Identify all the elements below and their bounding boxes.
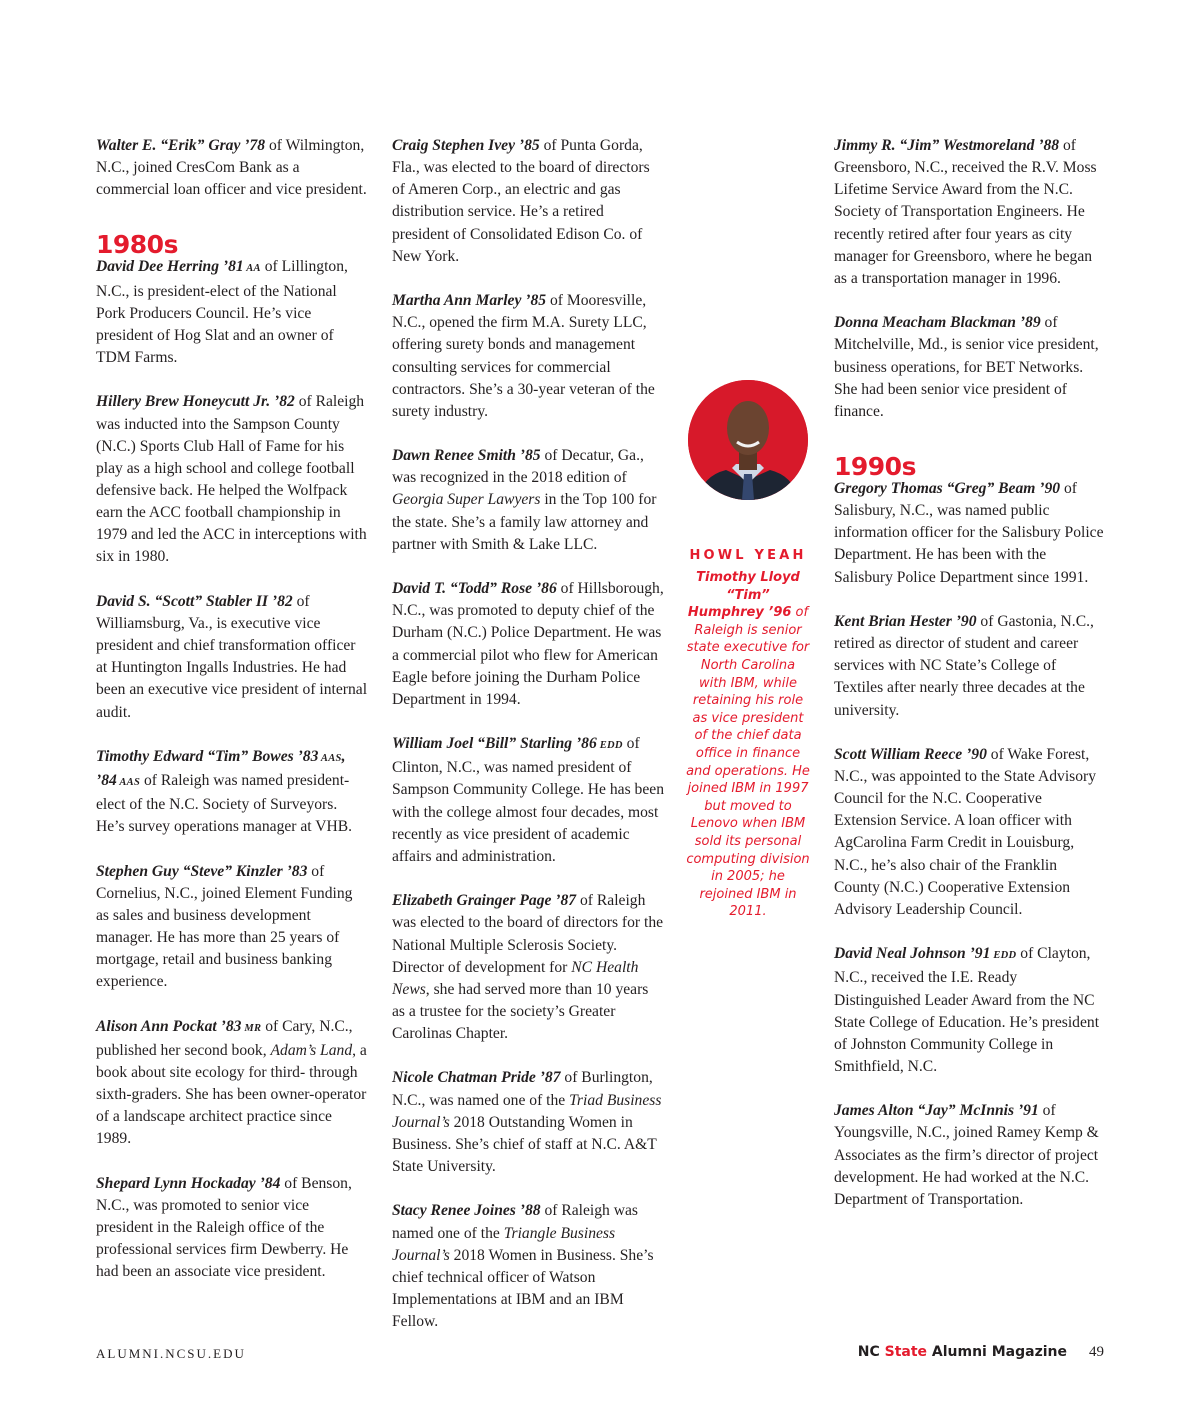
note-text: of Cary, N.C., published her second book, xyxy=(96,1017,353,1059)
note-text: of Clinton, N.C., was named president of Sampson Community College. He has been with the college almost four decades, most recently as vice president of academic affairs and administration. xyxy=(392,735,664,865)
footer-magazine-title xyxy=(858,1344,1104,1361)
note-text: in the Top 100 for the state. She’s a family law attorney and partner with Smith & Lake LLC. xyxy=(392,491,657,553)
alumni-name: Donna Meacham Blackman ’89 xyxy=(834,314,1041,332)
class-note xyxy=(834,1100,1106,1211)
note-text: of Hillsborough, N.C., was promoted to deputy chief of the Durham (N.C.) Police Department. He was a commercial pilot who flew for American Eagle before joining the Durham Police Department in 1994. xyxy=(392,580,664,708)
class-note xyxy=(96,1173,368,1284)
class-note xyxy=(834,478,1106,589)
note-text: 2018 Women in Business. She’s chief technical officer of Watson Implementations at IBM and an IBM Fellow. xyxy=(392,1246,654,1331)
portrait-photo xyxy=(688,380,808,500)
class-note xyxy=(96,1016,368,1151)
note-text: of Raleigh was inducted into the Sampson County (N.C.) Sports Club Hall of Fame for his play as a high school and college football defensive back. He helped the Wolfpack earn the ACC football championship in 1979 and led the ACC in interceptions with six in 1980. xyxy=(96,393,367,566)
note-text: , she had served more than 10 years as a trustee for the society’s Greater Carolinas Chapter. xyxy=(392,980,649,1043)
class-note xyxy=(392,135,664,268)
note-text: of Decatur, Ga., was recognized in the 2018 edition of xyxy=(392,447,644,487)
note-text: of Gastonia, N.C., retired as director of student and career services with NC State’s College of Textiles after nearly three decades at the university. xyxy=(834,612,1094,719)
note-text: of Lillington, N.C., is president-elect of the National Pork Producers Council. He’s vice president of Hog Slat and an owner of TDM Farms. xyxy=(96,258,348,367)
alumni-name: Timothy Lloyd “Tim” Humphrey ’96 xyxy=(687,570,800,621)
note-text: of Raleigh was named one of the xyxy=(392,1202,639,1242)
decade-heading-1980s: 1980s xyxy=(96,230,178,260)
alumni-name: David Neal Johnson ’91 xyxy=(834,945,991,963)
note-text: of Punta Gorda, Fla., was elected to the board of directors of Ameren Corp., an electric and gas distribution service. He’s a retired president of Consolidated Edison Co. of New York. xyxy=(392,137,650,265)
class-note xyxy=(392,890,664,1045)
class-note xyxy=(96,391,368,568)
alumni-name: Shepard Lynn Hockaday ’84 xyxy=(96,1174,281,1192)
sidebar-body: of Raleigh is senior state executive for North Carolina with IBM, while retaining his role as vice president of the chief data office in finance and operations. He joined IBM in 1997 but moved to Lenovo when IBM sold its personal computing division in 2005; he rejoined IBM in 2011. xyxy=(686,605,810,920)
alumni-name: Craig Stephen Ivey ’85 xyxy=(392,137,540,154)
alumni-name: James Alton “Jay” McInnis ’91 xyxy=(834,1102,1039,1120)
publication-title: NC Health News xyxy=(392,958,639,998)
portrait-illustration xyxy=(688,380,808,500)
note-text: of Mitchelville, Md., is senior vice president, business operations, for BET Networks. She had been senior vice president of finance. xyxy=(834,314,1099,420)
note-text: of Greensboro, N.C., received the R.V. Moss Lifetime Service Award from the N.C. Society of Transportation Engineers. He recently retired after four years as city manager for Greensboro, where he began as a transportation manager in 1996. xyxy=(834,137,1097,287)
alumni-name: Alison Ann Pockat ’83 xyxy=(96,1017,242,1035)
degree: AAS xyxy=(318,752,342,764)
note-text: of Salisbury, N.C., was named public information officer for the Salisbury Police Department. He has been with the Salisbury Police Department since 1991. xyxy=(834,480,1104,586)
alumni-name: Nicole Chatman Pride ’87 xyxy=(392,1069,561,1087)
note-text: , a book about site ecology for third- through sixth-graders. She has been owner-operator of a landscape architect practice since 1989. xyxy=(96,1041,367,1148)
class-note xyxy=(96,135,368,201)
book-title: Adam’s Land xyxy=(270,1041,353,1059)
note-text: of Cornelius, N.C., joined Element Funding as sales and business development manager. He has more than 25 years of mortgage, retail and business banking experience. xyxy=(96,862,353,991)
column-3 xyxy=(834,135,1106,1233)
class-note xyxy=(392,1067,664,1178)
alumni-name: David Dee Herring ’81 xyxy=(96,258,244,276)
alumni-name: Kent Brian Hester ’90 xyxy=(834,612,977,630)
class-note xyxy=(834,611,1106,722)
sidebar-label: HOWL YEAH xyxy=(689,548,807,563)
class-note xyxy=(834,135,1106,290)
alumni-name: Timothy Edward “Tim” Bowes ’83 xyxy=(96,747,319,765)
publication-title: Triangle Business Journal’s xyxy=(392,1224,616,1264)
alumni-name: Stephen Guy “Steve” Kinzler ’83 xyxy=(96,862,308,880)
class-note xyxy=(834,744,1106,921)
note-text: of Raleigh was elected to the board of directors for the National Multiple Sclerosis Society. Director of development for xyxy=(392,892,664,976)
class-note xyxy=(834,943,1106,1078)
alumni-name: Dawn Renee Smith ’85 xyxy=(392,447,541,465)
note-text: of Mooresville, N.C., opened the firm M.A. Surety LLC, offering surety bonds and management consulting services for commercial contractors. She’s a 30-year veteran of the surety industry. xyxy=(392,292,655,420)
note-text: of Burlington, N.C., was named one of the xyxy=(392,1069,653,1109)
brand-rest: Alumni Magazine xyxy=(927,1344,1067,1360)
note-text: of Youngsville, N.C., joined Ramey Kemp & Associates as the firm’s director of project development. He had worked at the N.C. Department of Transportation. xyxy=(834,1102,1099,1208)
column-2 xyxy=(392,135,664,1355)
alumni-name: Elizabeth Grainger Page ’87 xyxy=(392,892,577,910)
degree: EDD xyxy=(990,950,1017,962)
class-note xyxy=(392,290,664,423)
column-1 xyxy=(96,135,368,1306)
alumni-name: Scott William Reece ’90 xyxy=(834,745,987,763)
decade-heading-1990s: 1990s xyxy=(834,452,916,482)
alumni-name-year: , ’84 xyxy=(96,747,346,790)
alumni-name: Hillery Brew Honeycutt Jr. ’82 xyxy=(96,393,295,411)
note-text: of Wilmington, N.C., joined CresCom Bank as a commercial loan officer and vice president. xyxy=(96,137,367,199)
class-note xyxy=(834,312,1106,423)
alumni-name: Gregory Thomas “Greg” Beam ’90 xyxy=(834,480,1061,498)
brand-state: State xyxy=(884,1344,928,1360)
brand-nc: NC xyxy=(857,1344,885,1360)
howl-yeah-sidebar xyxy=(686,380,810,921)
alumni-name: David S. “Scott” Stabler II ’82 xyxy=(96,592,293,610)
alumni-name: William Joel “Bill” Starling ’86 xyxy=(392,735,597,753)
class-note xyxy=(96,861,368,994)
alumni-name: Jimmy R. “Jim” Westmoreland ’88 xyxy=(834,137,1060,154)
degree: AAS xyxy=(116,777,141,789)
class-note xyxy=(392,578,664,711)
alumni-name: Walter E. “Erik” Gray ’78 xyxy=(96,137,266,154)
note-text: 2018 Outstanding Women in Business. She’s chief of staff at N.C. A&T State University. xyxy=(392,1113,657,1176)
alumni-name: Martha Ann Marley ’85 xyxy=(392,292,547,310)
alumni-name: Stacy Renee Joines ’88 xyxy=(392,1202,541,1220)
note-text: of Clayton, N.C., received the I.E. Ready Distinguished Leader Award from the NC State College of Education. He’s president of Johnston Community College in Smithfield, N.C. xyxy=(834,945,1100,1076)
class-note xyxy=(96,256,368,369)
class-note xyxy=(96,591,368,724)
note-text: of Raleigh was named president-elect of the N.C. Society of Surveyors. He’s survey operations manager at VHB. xyxy=(96,772,353,836)
sidebar-text xyxy=(686,569,810,921)
degree: EDD xyxy=(596,740,623,752)
class-note xyxy=(392,445,664,556)
note-text: of Wake Forest, N.C., was appointed to the State Advisory Council for the N.C. Cooperative Extension Service. A loan officer with AgCarolina Farm Credit in Louisburg, N.C., he’s also chair of the Franklin County (N.C.) Cooperative Extension Advisory Leadership Council. xyxy=(834,745,1097,918)
note-text: of Benson, N.C., was promoted to senior vice president in the Raleigh office of the professional services firm Dewberry. He had been an associate vice president. xyxy=(96,1174,352,1281)
class-note xyxy=(96,746,368,839)
footer-website: ALUMNI.NCSU.EDU xyxy=(96,1346,246,1361)
degree: AA xyxy=(243,263,261,275)
class-note xyxy=(392,733,664,868)
publication-title: Triad Business Journal’s xyxy=(392,1091,662,1131)
publication-title: Georgia Super Lawyers xyxy=(392,491,541,509)
degree: MR xyxy=(241,1022,262,1034)
note-text: of Williamsburg, Va., is executive vice president and chief transformation officer at Huntington Ingalls Industries. He had been an executive vice president of internal audit. xyxy=(96,592,368,721)
alumni-name: David T. “Todd” Rose ’86 xyxy=(392,580,557,598)
page-number: 49 xyxy=(1089,1344,1104,1360)
class-note xyxy=(392,1200,664,1333)
